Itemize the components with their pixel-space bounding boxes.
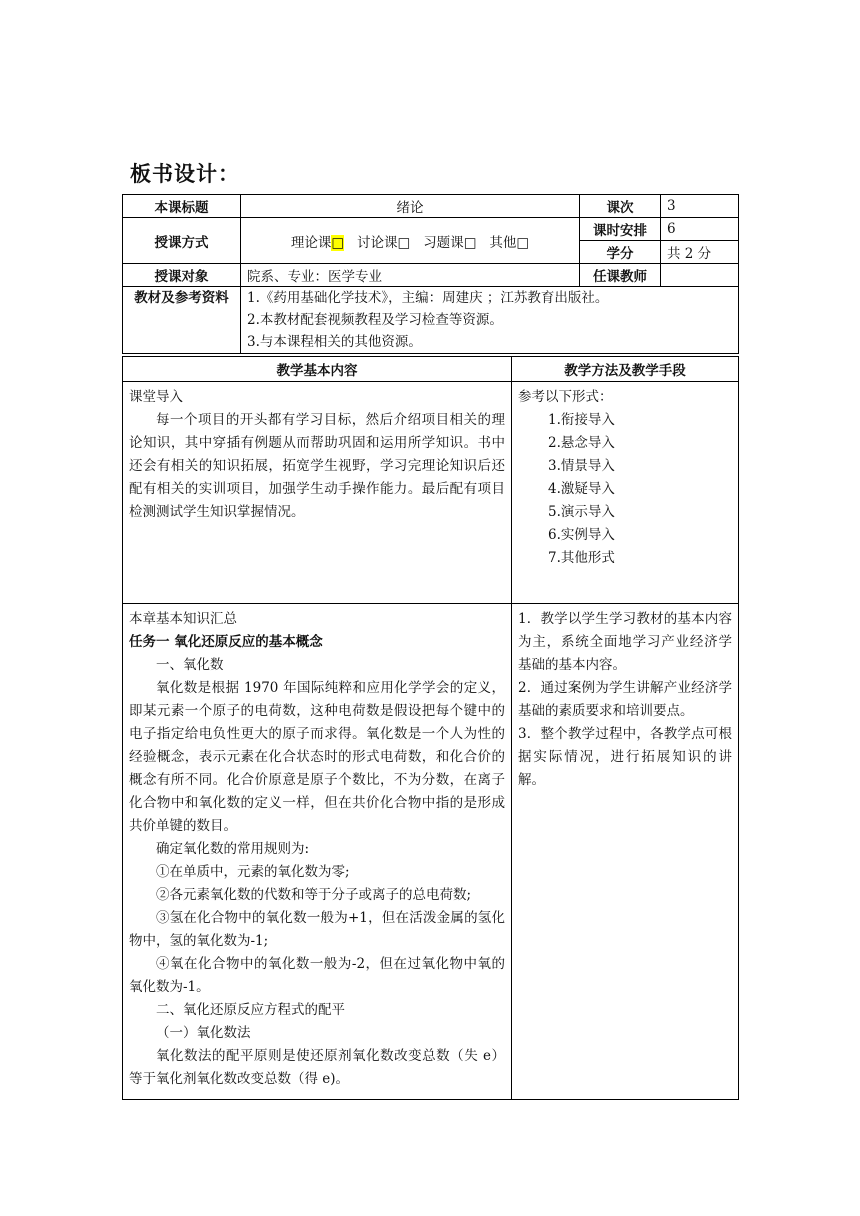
- paragraph: 氧化数法的配平原则是使还原剂氧化数改变总数（失 e）等于氧化剂氧化数改变总数（得 e)。: [129, 1048, 505, 1087]
- material-item: 1.《药用基础化学技术》，主编：周建庆 ；江苏教育出版社。: [247, 290, 609, 306]
- teacher-label: 任课教师: [580, 264, 661, 287]
- title-value: 绪论: [241, 195, 580, 218]
- method-item: 6.实例导入: [548, 527, 615, 543]
- paragraph: 氧化数是根据 1970 年国际纯粹和应用化学学会的定义，即某元素一个原子的电荷数，这种电荷数是假设把每个键中的电子指定给电负性更大的原子而求得。氧化数是一个人为性的经验概念，表示元素在化合状态时的形式电荷数，和化合价的概念有所不同。化合价原意是原子个数比，不为分数，在离子化合物中和氧化数的定义一样，但在共价化合物中指的是形成共价单键的数目。: [129, 680, 505, 834]
- title-label: 本课标题: [123, 195, 241, 218]
- intro-methods-cell: [512, 382, 739, 604]
- section-title: 二、氧化还原反应方程式的配平: [156, 1002, 345, 1018]
- summary-notes-cell: [512, 604, 739, 1100]
- hours-label: 课时安排: [580, 218, 661, 241]
- session-label: 课次: [580, 195, 661, 218]
- material-item: 3.与本课程相关的其他资源。: [247, 334, 422, 350]
- method-label: 授课方式: [123, 218, 241, 264]
- course-info-table: [122, 194, 739, 354]
- content-header: 教学基本内容: [123, 357, 512, 382]
- materials-list: [241, 287, 739, 354]
- method-item: 4.激疑导入: [548, 481, 615, 497]
- rule-item: ③氢在化合物中的氧化数一般为+1，但在活泼金属的氢化物中，氢的氧化数为-1;: [129, 910, 505, 949]
- method-item: 3.情景导入: [548, 458, 615, 474]
- teacher-value: [661, 264, 739, 287]
- task-title: 任务一 氧化还原反应的基本概念: [129, 634, 323, 650]
- page-heading: 板书设计：: [130, 162, 240, 186]
- session-value: 3: [661, 195, 739, 218]
- credit-value: 共 2 分: [661, 241, 739, 264]
- method-item: 5.演示导入: [548, 504, 615, 520]
- hours-value: 6: [661, 218, 739, 241]
- subsection-title: （一）氧化数法: [156, 1025, 251, 1041]
- option-discussion-checkbox[interactable]: □: [397, 234, 411, 251]
- rule-item: ②各元素氧化数的代数和等于分子或离子的总电荷数;: [156, 887, 472, 903]
- summary-cell: [123, 604, 512, 1100]
- note-item: 1．教学以学生学习教材的基本内容为主，系统全面地学习产业经济学基础的基本内容。: [518, 611, 732, 673]
- audience-value: 院系、专业：医学专业: [241, 264, 580, 287]
- method-options: [241, 218, 580, 264]
- option-exercise: 习题课: [423, 234, 464, 251]
- option-other-checkbox[interactable]: □: [516, 234, 530, 251]
- methods-header: 教学方法及教学手段: [512, 357, 739, 382]
- summary-title: 本章基本知识汇总: [129, 611, 237, 627]
- methods-title: 参考以下形式：: [518, 389, 613, 405]
- method-item: 2.悬念导入: [548, 435, 615, 451]
- teaching-content-table: [122, 356, 739, 1100]
- method-item: 1.衔接导入: [548, 412, 615, 428]
- option-theory-checkbox[interactable]: □: [331, 234, 345, 251]
- intro-text: 每一个项目的开头都有学习目标，然后介绍项目相关的理论知识，其中穿插有例题从而帮助巩固和运用所学知识。书中还会有相关的知识拓展，拓宽学生视野，学习完理论知识后还配有相关的实训项目，加强学生动手操作能力。最后配有项目检测测试学生知识掌握情况。: [129, 412, 505, 520]
- intro-title: 课堂导入: [129, 389, 183, 405]
- option-other: 其他: [489, 234, 517, 251]
- material-item: 2.本教材配套视频教程及学习检查等资源。: [247, 312, 503, 328]
- section-title: 一、氧化数: [156, 657, 224, 673]
- option-exercise-checkbox[interactable]: □: [463, 234, 477, 251]
- rule-item: ④氧在化合物中的氧化数一般为-2，但在过氧化物中氧的氧化数为-1。: [129, 956, 505, 995]
- note-item: 2．通过案例为学生讲解产业经济学基础的素质要求和培训要点。: [518, 680, 732, 719]
- option-theory: 理论课: [290, 234, 332, 251]
- rule-item: ①在单质中，元素的氧化数为零;: [156, 864, 350, 880]
- rules-title: 确定氧化数的常用规则为:: [156, 841, 310, 857]
- method-item: 7.其他形式: [548, 550, 615, 566]
- intro-cell: [123, 382, 512, 604]
- audience-label: 授课对象: [123, 264, 241, 287]
- note-item: 3．整个教学过程中，各教学点可根据实际情况，进行拓展知识的讲解。: [518, 726, 732, 788]
- credit-label: 学分: [580, 241, 661, 264]
- option-discussion: 讨论课: [357, 234, 398, 251]
- materials-label: 教材及参考资料: [123, 287, 241, 354]
